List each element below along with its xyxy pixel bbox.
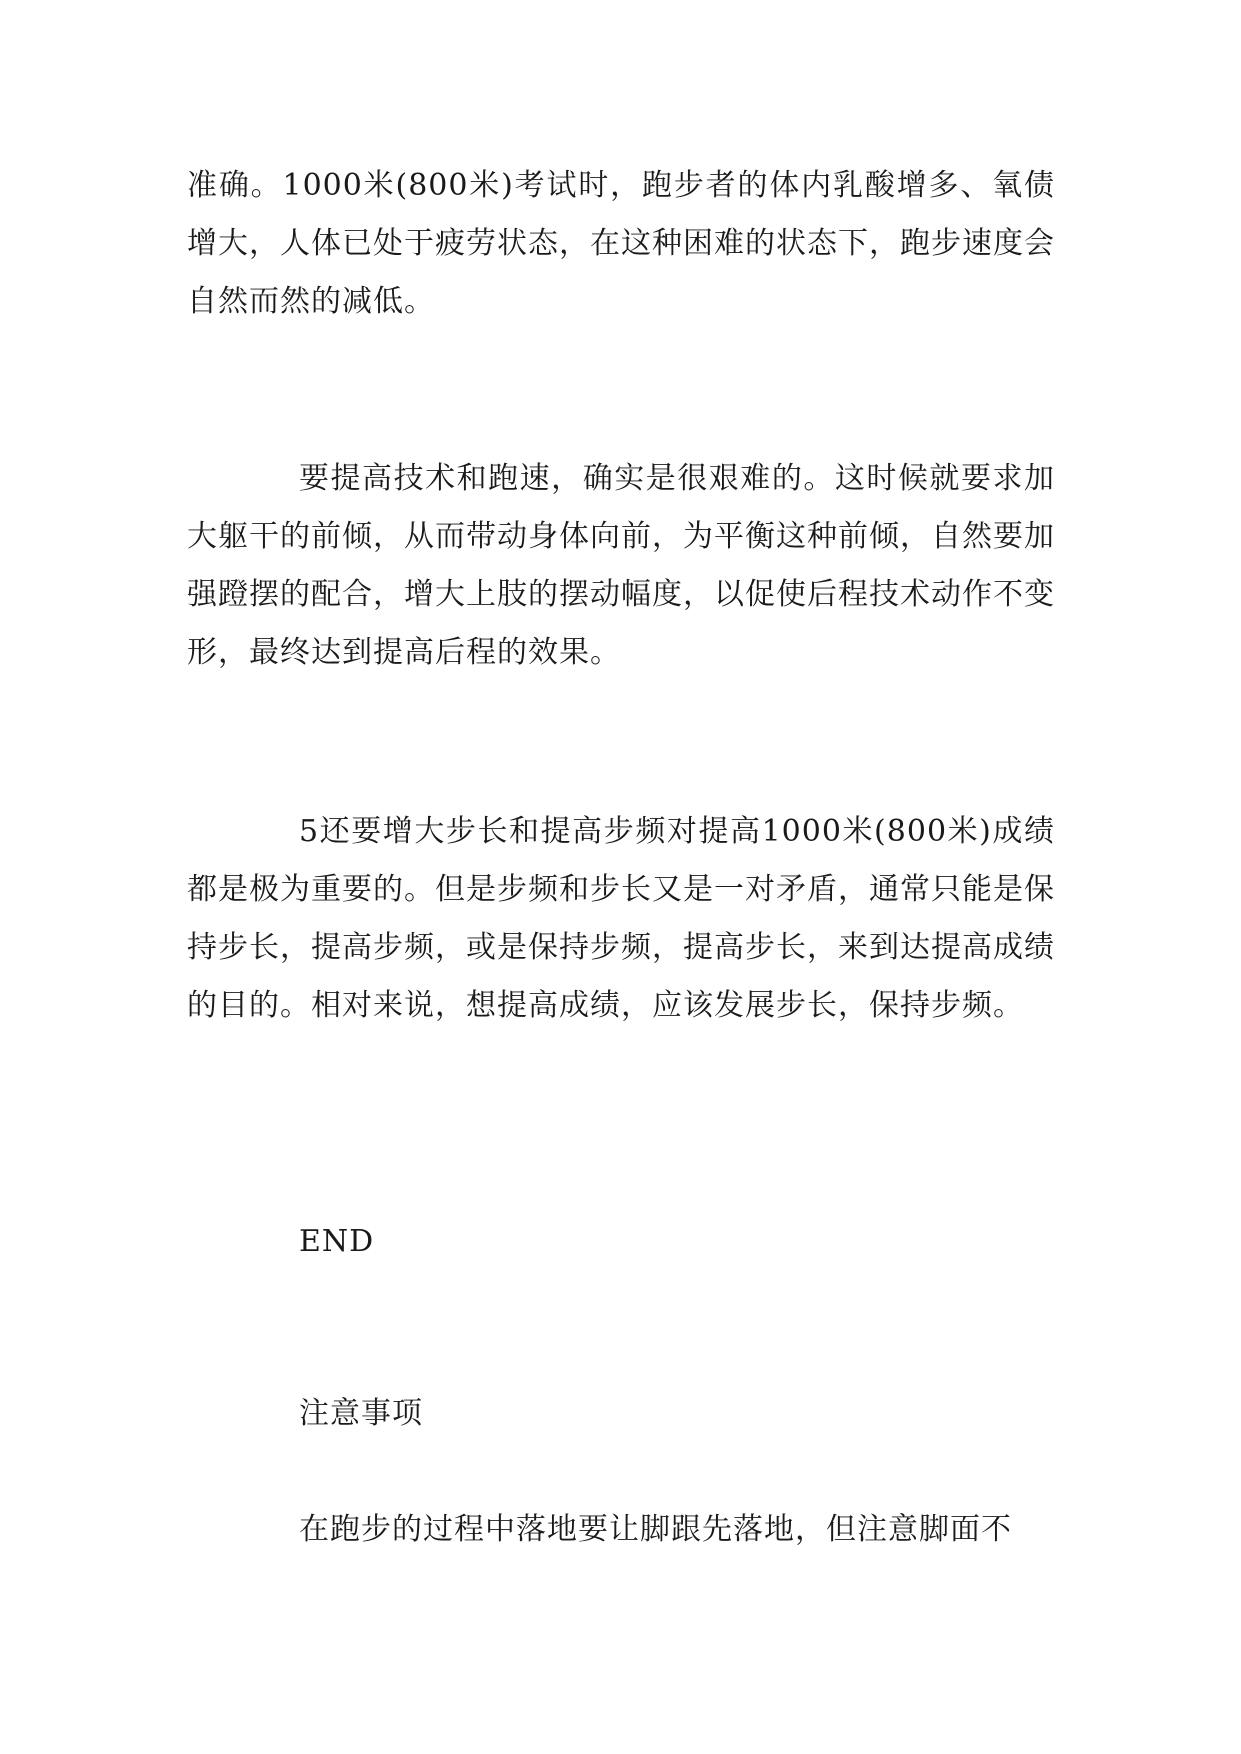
paragraph-stride-frequency: 5还要增大步长和提高步频对提高1000米(800米)成绩都是极为重要的。但是步频和步长又是一对矛盾，通常只能是保持步长，提高步频，或是保持步频，提高步长，来到达提高成绩的目的。相对来说，想提高成绩，应该发展步长，保持步频。 xyxy=(187,814,1055,1023)
paragraph-technique-speed: 要提高技术和跑速，确实是很艰难的。这时候就要求加大躯干的前倾，从而带动身体向前，为平衡这种前倾，自然要加强蹬摆的配合，增大上肢的摆动幅度，以促使后程技术动作不变形，最终达到提高后程的效果。 xyxy=(187,461,1055,670)
paragraph-landing-tip: 在跑步的过程中落地要让脚跟先落地，但注意脚面不 xyxy=(299,1512,1012,1547)
section-heading-notes: 注意事项 xyxy=(299,1396,423,1431)
paragraph-end-marker: END xyxy=(299,1224,375,1259)
paragraph-lactic-acid: 准确。1000米(800米)考试时，跑步者的体内乳酸增多、氧债增大，人体已处于疲劳状态，在这种困难的状态下，跑步速度会自然而然的减低。 xyxy=(187,168,1055,319)
